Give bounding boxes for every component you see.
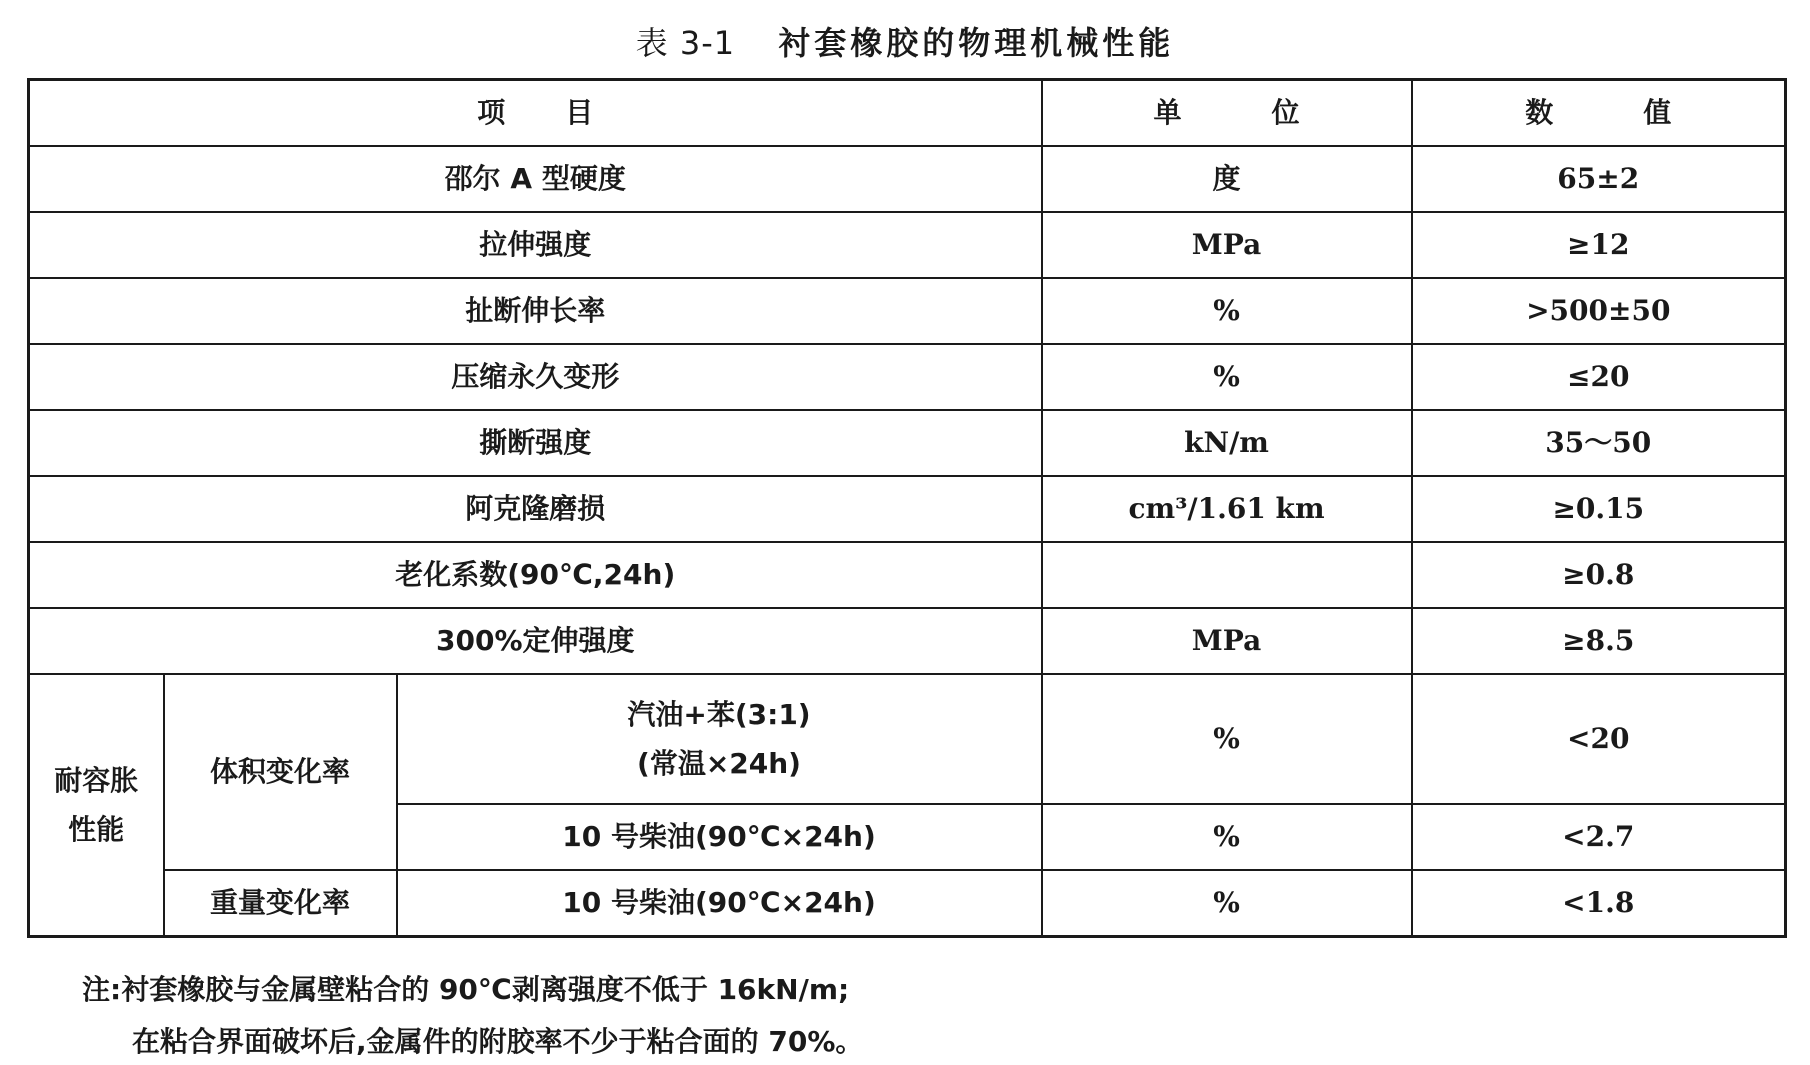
row-value: ≤20 <box>1412 344 1786 410</box>
swell-medium: 汽油+苯(3:1) (常温×24h) <box>397 674 1042 804</box>
row-unit: % <box>1042 278 1412 344</box>
row-unit: 度 <box>1042 146 1412 212</box>
header-unit: 单位 <box>1042 80 1412 147</box>
row-unit: cm³/1.61 km <box>1042 476 1412 542</box>
table-caption <box>0 18 1810 64</box>
row-value: 35～50 <box>1412 410 1786 476</box>
row-item: 邵尔 A 型硬度 <box>29 146 1042 212</box>
row-value: <1.8 <box>1412 870 1786 937</box>
row-unit <box>1042 542 1412 608</box>
row-value: ≥0.15 <box>1412 476 1786 542</box>
table-row <box>29 542 1786 608</box>
row-item: 阿克隆磨损 <box>29 476 1042 542</box>
table-row <box>29 674 1786 804</box>
row-value: ≥0.8 <box>1412 542 1786 608</box>
row-unit: % <box>1042 804 1412 870</box>
table-number: 表 3-1 <box>635 24 736 62</box>
header-row <box>29 80 1786 147</box>
row-value: <20 <box>1412 674 1786 804</box>
volume-change-label: 体积变化率 <box>164 674 397 870</box>
note-line-1: 注:衬套橡胶与金属壁粘合的 90℃剥离强度不低于 16kN/m; <box>82 973 850 1006</box>
row-item: 300%定伸强度 <box>29 608 1042 674</box>
row-unit: % <box>1042 870 1412 937</box>
row-unit: MPa <box>1042 212 1412 278</box>
table-row <box>29 608 1786 674</box>
header-value: 数值 <box>1412 80 1786 147</box>
row-item: 压缩永久变形 <box>29 344 1042 410</box>
weight-change-label: 重量变化率 <box>164 870 397 937</box>
row-unit: % <box>1042 344 1412 410</box>
table-row <box>29 344 1786 410</box>
row-item: 老化系数(90℃,24h) <box>29 542 1042 608</box>
table-row <box>29 410 1786 476</box>
row-value: <2.7 <box>1412 804 1786 870</box>
properties-table <box>27 78 1787 938</box>
row-value: ≥12 <box>1412 212 1786 278</box>
table-row <box>29 476 1786 542</box>
row-value: ≥8.5 <box>1412 608 1786 674</box>
row-unit: % <box>1042 674 1412 804</box>
row-item: 扯断伸长率 <box>29 278 1042 344</box>
table-title: 衬套橡胶的物理机械性能 <box>778 24 1175 62</box>
row-item: 撕断强度 <box>29 410 1042 476</box>
header-item: 项目 <box>29 80 1042 147</box>
table-row <box>29 146 1786 212</box>
swell-medium: 10 号柴油(90℃×24h) <box>397 870 1042 937</box>
row-value: 65±2 <box>1412 146 1786 212</box>
note-line-2: 在粘合界面破坏后,金属件的附胶率不少于粘合面的 70%。 <box>132 1025 864 1058</box>
row-value: >500±50 <box>1412 278 1786 344</box>
row-unit: MPa <box>1042 608 1412 674</box>
swell-medium: 10 号柴油(90℃×24h) <box>397 804 1042 870</box>
table-row <box>29 870 1786 937</box>
table-row <box>29 212 1786 278</box>
row-item: 拉伸强度 <box>29 212 1042 278</box>
row-unit: kN/m <box>1042 410 1412 476</box>
table-row <box>29 278 1786 344</box>
swell-group-label: 耐容胀 性能 <box>29 674 164 937</box>
